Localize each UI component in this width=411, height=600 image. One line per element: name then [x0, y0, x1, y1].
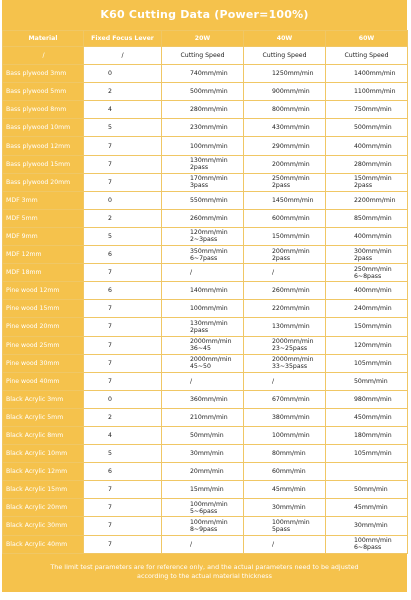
material-cell: Black Acrylic 30mm: [3, 517, 84, 535]
table-row: [3, 264, 408, 282]
material-cell: Bass plywood 5mm: [3, 83, 84, 101]
focus-lever-cell: 0: [84, 65, 162, 83]
speed-60w-cell: 450mm/min: [326, 408, 408, 426]
speed-60w-cell: 180mm/min: [326, 426, 408, 444]
material-cell: Black Acrylic 5mm: [3, 408, 84, 426]
speed-60w-cell: 500mm/min: [326, 119, 408, 137]
table-row: [3, 137, 408, 155]
table-row: [3, 227, 408, 245]
footer-note: [2, 554, 407, 592]
material-cell: MDF 18mm: [3, 264, 84, 282]
table-row: [3, 354, 408, 372]
speed-60w-cell: 850mm/min: [326, 209, 408, 227]
speed-40w-cell: 380mm/min: [244, 408, 326, 426]
focus-lever-cell: 7: [84, 173, 162, 191]
table-row: [3, 445, 408, 463]
speed-60w-cell: 300mm/min 2pass: [326, 246, 408, 264]
subheader-cell: /: [84, 47, 162, 65]
speed-60w-cell: 250mm/min 6~8pass: [326, 264, 408, 282]
cutting-data-sheet: [2, 0, 407, 592]
table-row: [3, 209, 408, 227]
focus-lever-cell: 7: [84, 535, 162, 553]
speed-60w-cell: 50mm/min: [326, 372, 408, 390]
focus-lever-cell: 0: [84, 191, 162, 209]
material-cell: Black Acrylic 10mm: [3, 445, 84, 463]
material-cell: Black Acrylic 15mm: [3, 481, 84, 499]
focus-lever-cell: 2: [84, 83, 162, 101]
speed-60w-cell: 1400mm/min: [326, 65, 408, 83]
material-cell: MDF 5mm: [3, 209, 84, 227]
speed-60w-cell: 240mm/min: [326, 300, 408, 318]
table-row: [3, 463, 408, 481]
material-cell: Bass plywood 8mm: [3, 101, 84, 119]
speed-20w-cell: /: [162, 372, 244, 390]
speed-40w-cell: 900mm/min: [244, 83, 326, 101]
focus-lever-cell: 4: [84, 101, 162, 119]
table-row: [3, 517, 408, 535]
speed-20w-cell: 120mm/min 2~3pass: [162, 227, 244, 245]
speed-20w-cell: 360mm/min: [162, 390, 244, 408]
material-cell: Pine wood 15mm: [3, 300, 84, 318]
speed-40w-cell: 2000mm/min 33~35pass: [244, 354, 326, 372]
focus-lever-cell: 7: [84, 372, 162, 390]
focus-lever-cell: 7: [84, 155, 162, 173]
speed-60w-cell: 980mm/min: [326, 390, 408, 408]
subheader-cell: Cutting Speed: [244, 47, 326, 65]
focus-lever-cell: 6: [84, 282, 162, 300]
speed-60w-cell: 400mm/min: [326, 282, 408, 300]
focus-lever-cell: 7: [84, 137, 162, 155]
speed-20w-cell: 350mm/min 6~7pass: [162, 246, 244, 264]
focus-lever-cell: 7: [84, 318, 162, 336]
speed-60w-cell: 100mm/min 6~8pass: [326, 535, 408, 553]
material-cell: Black Acrylic 3mm: [3, 390, 84, 408]
speed-20w-cell: 15mm/min: [162, 481, 244, 499]
speed-20w-cell: /: [162, 535, 244, 553]
speed-40w-cell: 200mm/min: [244, 155, 326, 173]
speed-60w-cell: 280mm/min: [326, 155, 408, 173]
table-row: [3, 101, 408, 119]
subheader-cell: /: [3, 47, 84, 65]
page-title: K60 Cutting Data (Power=100%): [2, 0, 407, 30]
speed-60w-cell: 120mm/min: [326, 336, 408, 354]
material-cell: Bass plywood 10mm: [3, 119, 84, 137]
speed-40w-cell: 800mm/min: [244, 101, 326, 119]
table-row: [3, 318, 408, 336]
material-cell: Black Acrylic 20mm: [3, 499, 84, 517]
material-cell: Pine wood 12mm: [3, 282, 84, 300]
focus-lever-cell: 7: [84, 517, 162, 535]
table-row: [3, 300, 408, 318]
speed-20w-cell: 260mm/min: [162, 209, 244, 227]
material-cell: Pine wood 40mm: [3, 372, 84, 390]
speed-40w-cell: 30mm/min: [244, 499, 326, 517]
speed-60w-cell: 400mm/min: [326, 137, 408, 155]
speed-20w-cell: 740mm/min: [162, 65, 244, 83]
focus-lever-cell: 5: [84, 227, 162, 245]
column-header: Material: [3, 31, 84, 47]
material-cell: Pine wood 20mm: [3, 318, 84, 336]
column-header: Fixed Focus Lever: [84, 31, 162, 47]
speed-20w-cell: 140mm/min: [162, 282, 244, 300]
table-row: [3, 119, 408, 137]
speed-40w-cell: 430mm/min: [244, 119, 326, 137]
subheader-cell: Cutting Speed: [162, 47, 244, 65]
speed-40w-cell: 1450mm/min: [244, 191, 326, 209]
table-row: [3, 336, 408, 354]
focus-lever-cell: 7: [84, 264, 162, 282]
speed-60w-cell: 2200mm/min: [326, 191, 408, 209]
speed-40w-cell: /: [244, 372, 326, 390]
speed-20w-cell: 170mm/min 3pass: [162, 173, 244, 191]
speed-40w-cell: /: [244, 535, 326, 553]
focus-lever-cell: 7: [84, 354, 162, 372]
table-row: [3, 282, 408, 300]
material-cell: Bass plywood 15mm: [3, 155, 84, 173]
speed-40w-cell: 1250mm/min: [244, 65, 326, 83]
table-row: [3, 372, 408, 390]
speed-60w-cell: 400mm/min: [326, 227, 408, 245]
speed-60w-cell: 750mm/min: [326, 101, 408, 119]
speed-40w-cell: 60mm/min: [244, 463, 326, 481]
speed-20w-cell: 50mm/min: [162, 426, 244, 444]
speed-60w-cell: [326, 463, 408, 481]
table-row: [3, 426, 408, 444]
cutting-data-table: [2, 30, 408, 554]
speed-20w-cell: 20mm/min: [162, 463, 244, 481]
speed-20w-cell: 130mm/min 2pass: [162, 318, 244, 336]
speed-60w-cell: 105mm/min: [326, 354, 408, 372]
speed-40w-cell: 2000mm/min 23~25pass: [244, 336, 326, 354]
material-cell: Black Acrylic 40mm: [3, 535, 84, 553]
column-header: 60W: [326, 31, 408, 47]
speed-60w-cell: 50mm/min: [326, 481, 408, 499]
speed-40w-cell: 670mm/min: [244, 390, 326, 408]
column-header: 40W: [244, 31, 326, 47]
speed-20w-cell: 2000mm/min 45~50: [162, 354, 244, 372]
speed-20w-cell: 100mm/min: [162, 300, 244, 318]
speed-40w-cell: 45mm/min: [244, 481, 326, 499]
focus-lever-cell: 5: [84, 119, 162, 137]
speed-60w-cell: 150mm/min 2pass: [326, 173, 408, 191]
speed-20w-cell: 100mm/min: [162, 137, 244, 155]
speed-40w-cell: 290mm/min: [244, 137, 326, 155]
focus-lever-cell: 7: [84, 499, 162, 517]
speed-40w-cell: 130mm/min: [244, 318, 326, 336]
speed-20w-cell: 210mm/min: [162, 408, 244, 426]
focus-lever-cell: 7: [84, 300, 162, 318]
speed-40w-cell: 600mm/min: [244, 209, 326, 227]
focus-lever-cell: 4: [84, 426, 162, 444]
material-cell: Bass plywood 20mm: [3, 173, 84, 191]
table-row: [3, 535, 408, 553]
speed-40w-cell: 250mm/min 2pass: [244, 173, 326, 191]
table-row: [3, 173, 408, 191]
material-cell: MDF 12mm: [3, 246, 84, 264]
speed-40w-cell: 260mm/min: [244, 282, 326, 300]
focus-lever-cell: 2: [84, 209, 162, 227]
table-row: [3, 246, 408, 264]
focus-lever-cell: 7: [84, 336, 162, 354]
speed-60w-cell: 150mm/min: [326, 318, 408, 336]
table-header-row: [3, 31, 408, 47]
speed-20w-cell: 230mm/min: [162, 119, 244, 137]
focus-lever-cell: 2: [84, 408, 162, 426]
table-row: [3, 390, 408, 408]
speed-60w-cell: 45mm/min: [326, 499, 408, 517]
footer-line: The limit test parameters are for reference only, and the actual parameters need to be adjusted: [50, 562, 359, 571]
speed-60w-cell: 105mm/min: [326, 445, 408, 463]
table-subheader-row: [3, 47, 408, 65]
speed-20w-cell: 500mm/min: [162, 83, 244, 101]
speed-40w-cell: 220mm/min: [244, 300, 326, 318]
speed-20w-cell: 2000mm/min 36~45: [162, 336, 244, 354]
table-row: [3, 65, 408, 83]
focus-lever-cell: 5: [84, 445, 162, 463]
material-cell: MDF 9mm: [3, 227, 84, 245]
table-row: [3, 191, 408, 209]
table-body: [3, 47, 408, 554]
material-cell: Black Acrylic 12mm: [3, 463, 84, 481]
focus-lever-cell: 0: [84, 390, 162, 408]
table-row: [3, 155, 408, 173]
material-cell: Bass plywood 3mm: [3, 65, 84, 83]
speed-20w-cell: /: [162, 264, 244, 282]
material-cell: MDF 3mm: [3, 191, 84, 209]
speed-40w-cell: 100mm/min 5pass: [244, 517, 326, 535]
table-row: [3, 481, 408, 499]
speed-40w-cell: 80mm/min: [244, 445, 326, 463]
speed-40w-cell: 150mm/min: [244, 227, 326, 245]
speed-20w-cell: 130mm/min 2pass: [162, 155, 244, 173]
speed-40w-cell: 200mm/min 2pass: [244, 246, 326, 264]
speed-20w-cell: 550mm/min: [162, 191, 244, 209]
focus-lever-cell: 7: [84, 481, 162, 499]
focus-lever-cell: 6: [84, 246, 162, 264]
column-header: 20W: [162, 31, 244, 47]
subheader-cell: Cutting Speed: [326, 47, 408, 65]
material-cell: Black Acrylic 8mm: [3, 426, 84, 444]
table-row: [3, 499, 408, 517]
speed-20w-cell: 30mm/min: [162, 445, 244, 463]
speed-20w-cell: 100mm/min 8~9pass: [162, 517, 244, 535]
table-row: [3, 408, 408, 426]
material-cell: Bass plywood 12mm: [3, 137, 84, 155]
speed-60w-cell: 30mm/min: [326, 517, 408, 535]
footer-line: according to the actual material thickness: [137, 571, 272, 580]
material-cell: Pine wood 25mm: [3, 336, 84, 354]
speed-40w-cell: 100mm/min: [244, 426, 326, 444]
material-cell: Pine wood 30mm: [3, 354, 84, 372]
table-row: [3, 83, 408, 101]
speed-40w-cell: /: [244, 264, 326, 282]
speed-20w-cell: 100mm/min 5~6pass: [162, 499, 244, 517]
speed-20w-cell: 280mm/min: [162, 101, 244, 119]
speed-60w-cell: 1100mm/min: [326, 83, 408, 101]
focus-lever-cell: 6: [84, 463, 162, 481]
